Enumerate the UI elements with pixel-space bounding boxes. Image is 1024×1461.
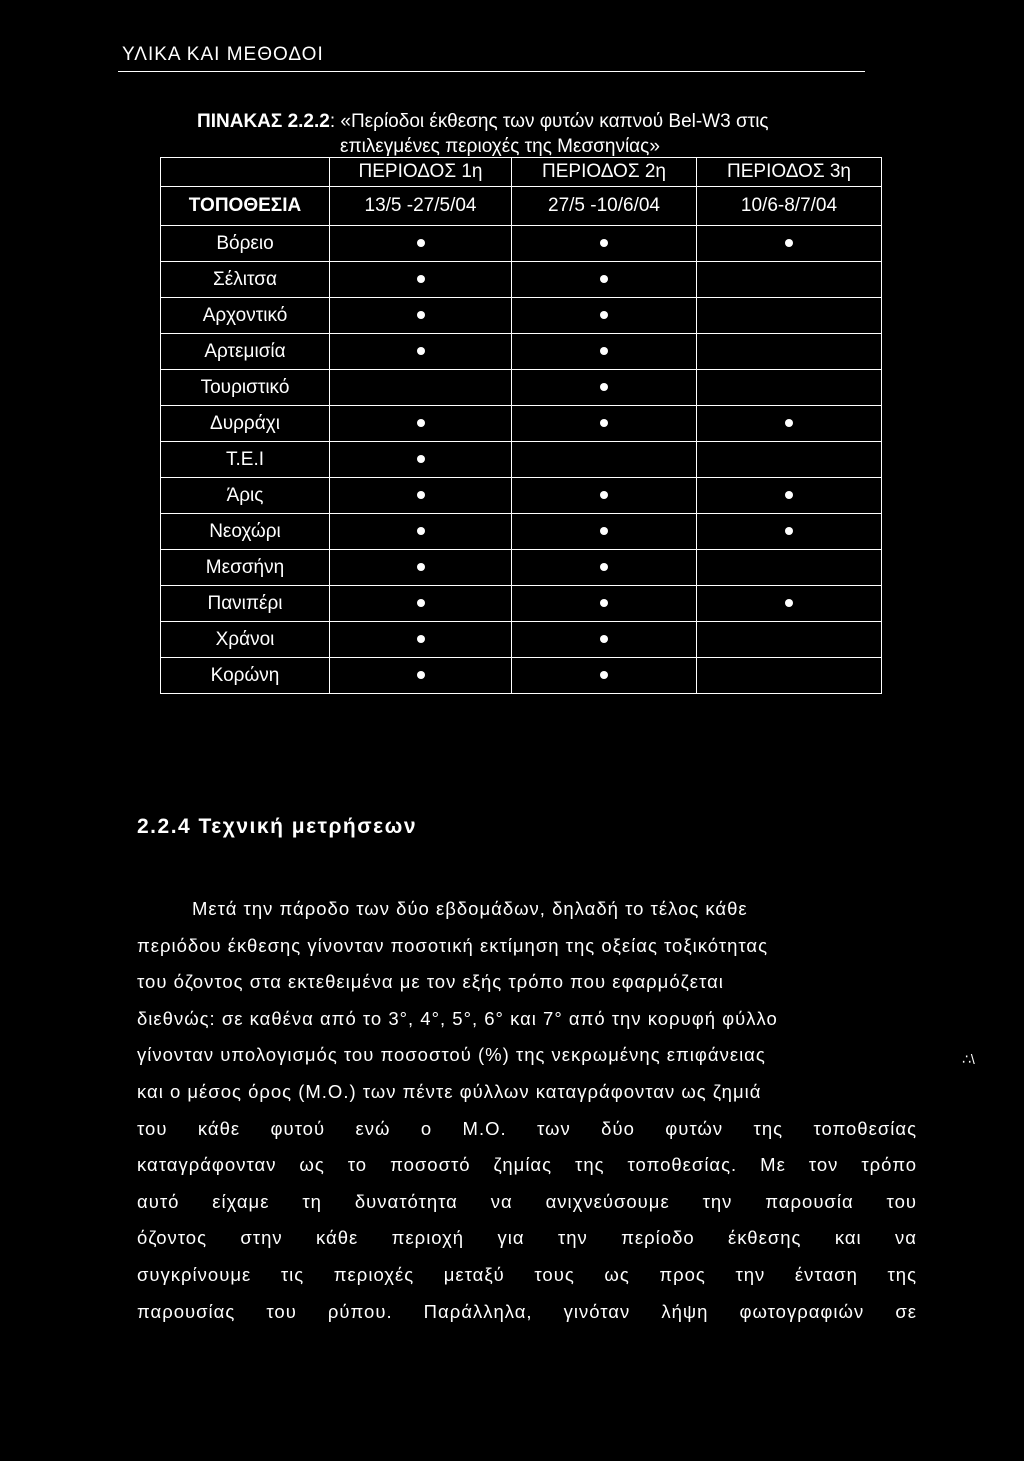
period-name-2: ΠΕΡΙΟΔΟΣ 2η xyxy=(512,158,697,187)
period-1-cell xyxy=(330,370,512,406)
period-name-1: ΠΕΡΙΟΔΟΣ 1η xyxy=(330,158,512,187)
period-1-cell xyxy=(330,622,512,658)
paragraph-line: καταγράφονταν ως το ποσοστό ζημίας της τοποθεσίας. Με τον τρόπο xyxy=(137,1154,917,1176)
location-cell: Σέλιτσα xyxy=(161,262,330,298)
exposure-dot-icon xyxy=(600,563,608,571)
exposure-dot-icon xyxy=(417,239,425,247)
paragraph-line: παρουσίας του ρύπου. Παράλληλα, γινόταν λήψη φωτογραφιών σε xyxy=(137,1300,917,1322)
location-cell: Τουριστικό xyxy=(161,370,330,406)
period-2-cell xyxy=(512,262,697,298)
table-header-row xyxy=(161,158,882,187)
period-3-cell xyxy=(697,550,882,586)
exposure-periods-table xyxy=(160,157,882,694)
period-1-cell xyxy=(330,262,512,298)
period-3-cell xyxy=(697,298,882,334)
exposure-dot-icon xyxy=(600,635,608,643)
table-row xyxy=(161,442,882,478)
period-3-cell xyxy=(697,370,882,406)
location-cell: Κορώνη xyxy=(161,658,330,694)
table-row xyxy=(161,622,882,658)
exposure-dot-icon xyxy=(600,527,608,535)
section-heading: 2.2.4 Τεχνική μετρήσεων xyxy=(137,815,418,838)
page-header: ΥΛΙΚΑ ΚΑΙ ΜΕΘΟΔΟΙ xyxy=(122,44,324,65)
period-name-3: ΠΕΡΙΟΔΟΣ 3η xyxy=(697,158,882,187)
period-2-cell xyxy=(512,478,697,514)
exposure-dot-icon xyxy=(417,311,425,319)
exposure-dot-icon xyxy=(417,491,425,499)
exposure-dot-icon xyxy=(785,599,793,607)
period-3-cell xyxy=(697,442,882,478)
paragraph-line: αυτό είχαμε τη δυνατότητα να ανιχνεύσουμε την παρουσία του xyxy=(137,1190,917,1212)
period-2-cell xyxy=(512,406,697,442)
period-2-cell xyxy=(512,622,697,658)
exposure-dot-icon xyxy=(600,671,608,679)
period-dates-3: 10/6-8/7/04 xyxy=(697,187,882,226)
period-2-cell xyxy=(512,514,697,550)
period-3-cell xyxy=(697,226,882,262)
exposure-dot-icon xyxy=(785,239,793,247)
period-2-cell xyxy=(512,298,697,334)
table-caption-label: ΠΙΝΑΚΑΣ 2.2.2 xyxy=(197,111,330,132)
table-row xyxy=(161,226,882,262)
location-cell: Αρχοντικό xyxy=(161,298,330,334)
period-1-cell xyxy=(330,334,512,370)
exposure-dot-icon xyxy=(417,527,425,535)
paragraph-line: Μετά την πάροδο των δύο εβδομάδων, δηλαδή το τέλος κάθε xyxy=(192,898,748,919)
period-1-cell xyxy=(330,514,512,550)
period-3-cell xyxy=(697,334,882,370)
exposure-dot-icon xyxy=(785,491,793,499)
location-cell: Χράνοι xyxy=(161,622,330,658)
paragraph-line: περιόδου έκθεσης γίνονταν ποσοτική εκτίμηση της οξείας τοξικότητας xyxy=(137,934,769,956)
table-row xyxy=(161,298,882,334)
period-dates-1: 13/5 -27/5/04 xyxy=(330,187,512,226)
exposure-dot-icon xyxy=(417,419,425,427)
header-empty-cell xyxy=(161,158,330,187)
location-cell: Αρτεμισία xyxy=(161,334,330,370)
location-cell: Τ.Ε.Ι xyxy=(161,442,330,478)
period-3-cell xyxy=(697,514,882,550)
table-row xyxy=(161,334,882,370)
exposure-dot-icon xyxy=(417,563,425,571)
location-cell: Δυρράχι xyxy=(161,406,330,442)
location-column-header: ΤΟΠΟΘΕΣΙΑ xyxy=(161,187,330,226)
period-1-cell xyxy=(330,586,512,622)
exposure-dot-icon xyxy=(600,311,608,319)
period-3-cell xyxy=(697,262,882,298)
table-row xyxy=(161,406,882,442)
exposure-dot-icon xyxy=(600,347,608,355)
period-2-cell xyxy=(512,226,697,262)
paragraph-line: και ο μέσος όρος (Μ.Ο.) των πέντε φύλλων καταγράφονταν ως ζημιά xyxy=(137,1080,762,1102)
exposure-dot-icon xyxy=(785,419,793,427)
location-cell: Άρις xyxy=(161,478,330,514)
period-2-cell xyxy=(512,442,697,478)
paragraph-line: του κάθε φυτού ενώ ο Μ.Ο. των δύο φυτών της τοποθεσίας xyxy=(137,1117,917,1139)
period-1-cell xyxy=(330,442,512,478)
exposure-dot-icon xyxy=(417,599,425,607)
table-row xyxy=(161,586,882,622)
exposure-dot-icon xyxy=(600,239,608,247)
table-body xyxy=(161,226,882,694)
exposure-dot-icon xyxy=(600,491,608,499)
table-caption-text: : «Περίοδοι έκθεσης των φυτών καπνού Bel-W3 στις xyxy=(329,111,769,132)
period-3-cell xyxy=(697,622,882,658)
exposure-dot-icon xyxy=(417,455,425,463)
period-2-cell xyxy=(512,334,697,370)
period-2-cell xyxy=(512,586,697,622)
location-cell: Βόρειο xyxy=(161,226,330,262)
location-cell: Νεοχώρι xyxy=(161,514,330,550)
period-3-cell xyxy=(697,406,882,442)
table-caption xyxy=(197,111,769,133)
period-1-cell xyxy=(330,406,512,442)
exposure-dot-icon xyxy=(600,419,608,427)
table-row xyxy=(161,370,882,406)
exposure-dot-icon xyxy=(417,275,425,283)
period-1-cell xyxy=(330,478,512,514)
paragraph-line: συγκρίνουμε τις περιοχές μεταξύ τους ως προς την ένταση της xyxy=(137,1263,917,1285)
period-2-cell xyxy=(512,658,697,694)
period-3-cell xyxy=(697,478,882,514)
period-2-cell xyxy=(512,550,697,586)
table-row xyxy=(161,478,882,514)
table-dates-row xyxy=(161,187,882,226)
table-row xyxy=(161,262,882,298)
section-paragraph xyxy=(137,891,917,1330)
table-row xyxy=(161,550,882,586)
table-caption-line2: επιλεγμένες περιοχές της Μεσσηνίας» xyxy=(340,136,660,157)
exposure-dot-icon xyxy=(417,671,425,679)
period-1-cell xyxy=(330,298,512,334)
margin-mark: ∴\ xyxy=(962,1051,975,1067)
exposure-dot-icon xyxy=(417,347,425,355)
paragraph-line: του όζοντος στα εκτεθειμένα με τον εξής τρόπο που εφαρμόζεται xyxy=(137,971,724,993)
location-cell: Μεσσήνη xyxy=(161,550,330,586)
paragraph-line: γίνονταν υπολογισμός του ποσοστού (%) της νεκρωμένης επιφάνειας xyxy=(137,1044,766,1066)
period-1-cell xyxy=(330,550,512,586)
exposure-dot-icon xyxy=(785,527,793,535)
exposure-dot-icon xyxy=(600,275,608,283)
period-1-cell xyxy=(330,226,512,262)
table-row xyxy=(161,658,882,694)
period-3-cell xyxy=(697,658,882,694)
exposure-dot-icon xyxy=(600,599,608,607)
period-dates-2: 27/5 -10/6/04 xyxy=(512,187,697,226)
paragraph-line: όζοντος στην κάθε περιοχή για την περίοδο έκθεσης και να xyxy=(137,1227,917,1249)
period-3-cell xyxy=(697,586,882,622)
location-cell: Πανιπέρι xyxy=(161,586,330,622)
period-1-cell xyxy=(330,658,512,694)
table-row xyxy=(161,514,882,550)
exposure-dot-icon xyxy=(417,635,425,643)
header-rule xyxy=(118,71,865,72)
period-2-cell xyxy=(512,370,697,406)
exposure-dot-icon xyxy=(600,383,608,391)
paragraph-line: διεθνώς: σε καθένα από το 3°, 4°, 5°, 6° και 7° από την κορυφή φύλλο xyxy=(137,1007,778,1029)
